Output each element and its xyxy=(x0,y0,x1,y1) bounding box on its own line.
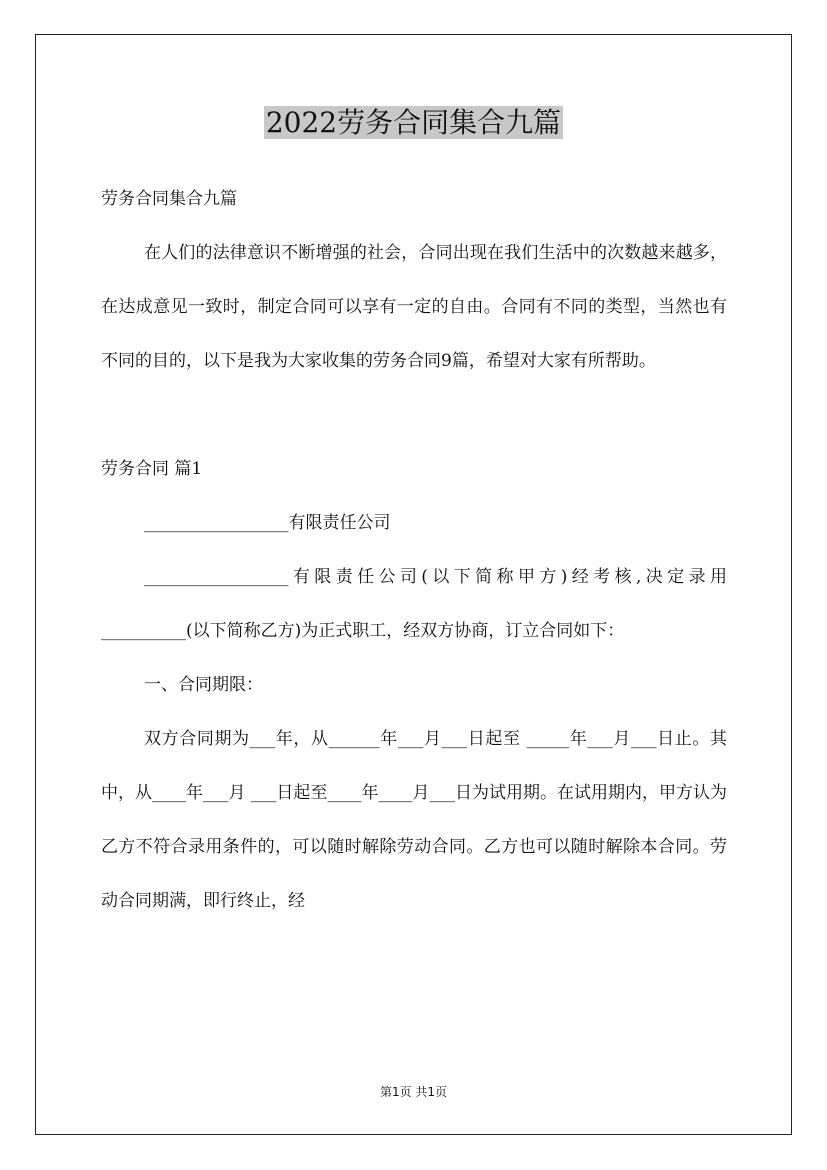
document-title-text: 2022劳务合同集合九篇 xyxy=(265,106,562,139)
document-title xyxy=(0,104,827,142)
intro-paragraph: 在人们的法律意识不断增强的社会，合同出现在我们生活中的次数越来越多，在达成意见一致时，制定合同可以享有一定的自由。合同有不同的类型，当然也有不同的目的，以下是我为大家收集的劳务合同9篇，希望对大家有所帮助。 xyxy=(101,243,727,371)
company-line: _________________有限责任公司 xyxy=(144,513,391,533)
contract-paragraph-1: _________________有限责任公司(以下简称甲方)经考核,决定录用__________(以下简称乙方)为正式职工，经双方协商，订立合同如下： xyxy=(101,567,727,641)
clause-heading: 一、合同期限： xyxy=(144,675,263,695)
contract-paragraph-2: 双方合同期为___年，从______年___月___日起至 _____年___月___日止。其中，从____年___月 ___日起至____年____月___日为试用期。在试用期内，甲方认为乙方不符合录用条件的，可以随时解除劳动合同。乙方也可以随时解除本合同。劳动合同期满，即行终止，经 xyxy=(101,729,727,911)
section-heading: 劳务合同 篇1 xyxy=(101,459,203,479)
section-spacer xyxy=(101,388,727,442)
page-footer: 第1页 共1页 xyxy=(379,1085,448,1099)
document-subtitle: 劳务合同集合九篇 xyxy=(101,189,237,209)
document-body xyxy=(101,172,727,928)
